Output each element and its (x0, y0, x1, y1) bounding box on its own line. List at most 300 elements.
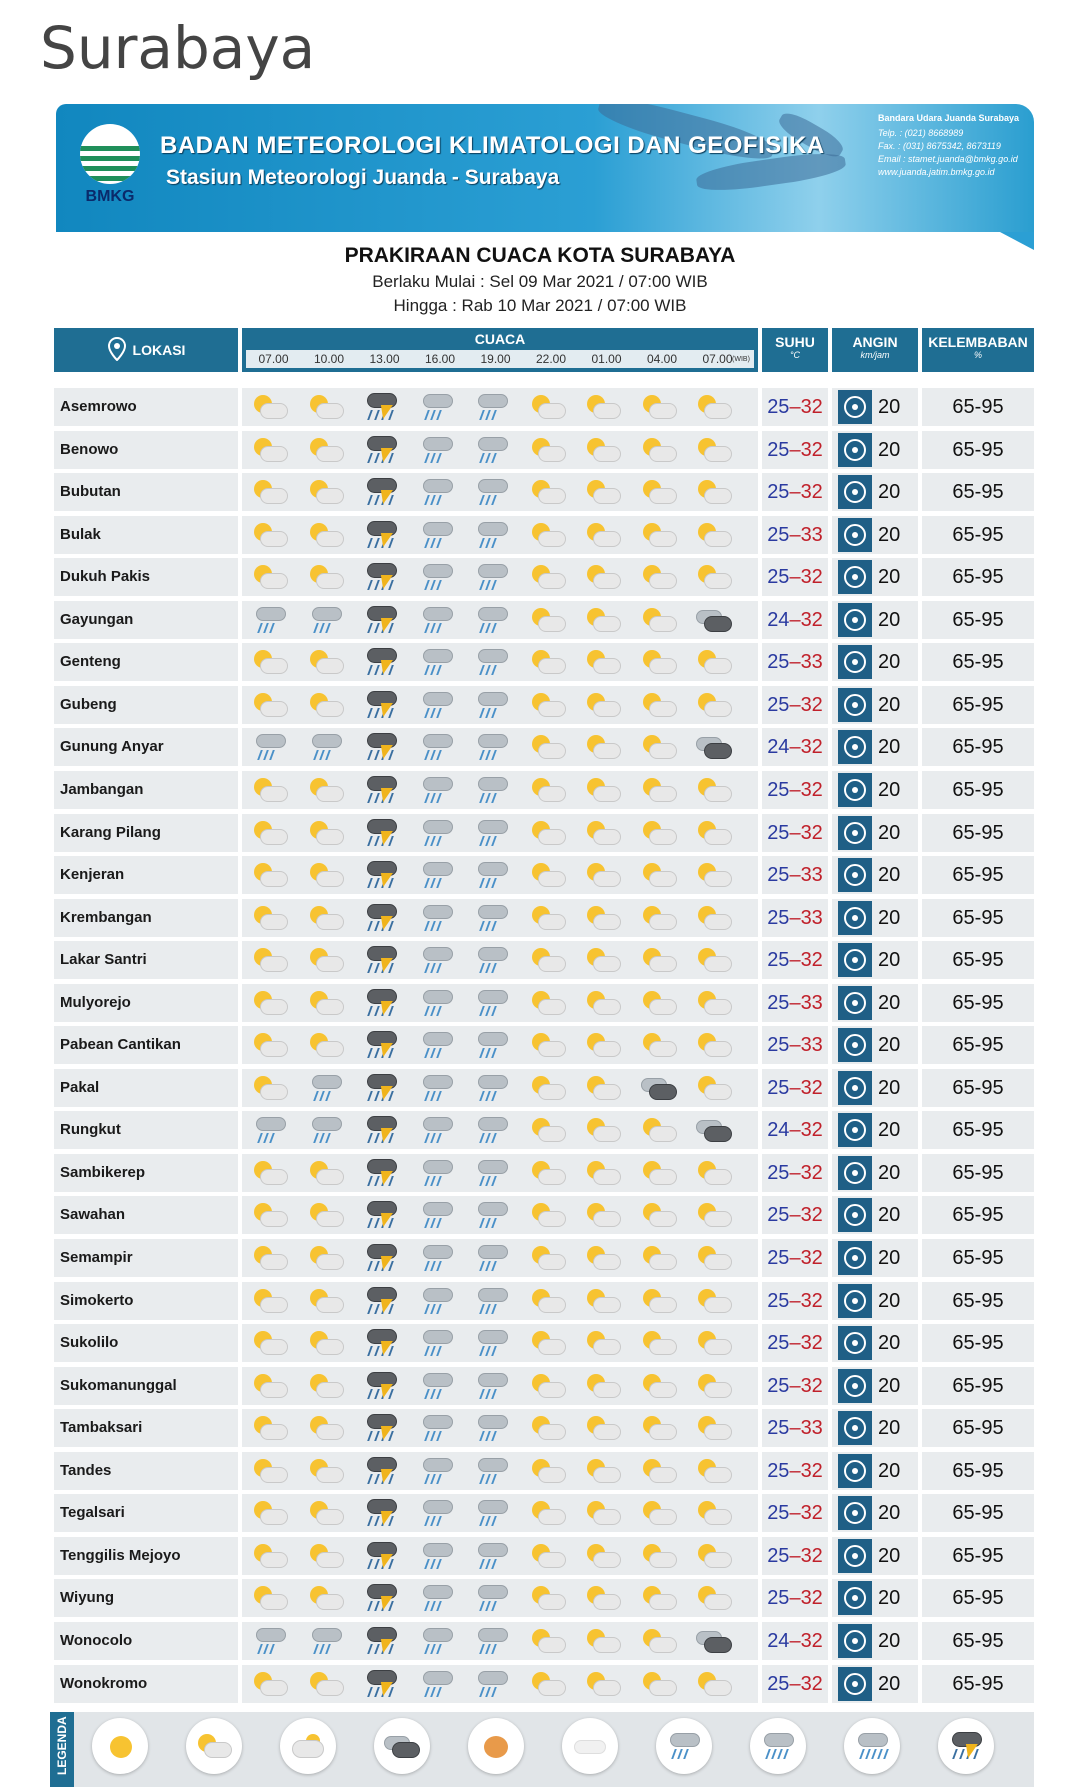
wind-cell (832, 1069, 918, 1107)
light-rain-icon (472, 774, 512, 806)
partly-cloudy-icon (250, 1157, 290, 1189)
temp-separator: – (789, 991, 801, 1014)
wind-cell (832, 771, 918, 809)
partly-cloudy-icon (528, 859, 568, 891)
partly-cloudy-icon (250, 987, 290, 1019)
temp-min: 25 (767, 1544, 790, 1567)
partly-cloudy-icon (583, 561, 623, 593)
wind-direction-icon (838, 1411, 872, 1445)
wind-speed: 20 (878, 1119, 901, 1142)
partly-cloudy-icon (306, 1242, 346, 1274)
partly-cloudy-icon (694, 902, 734, 934)
wind-speed: 20 (878, 1034, 901, 1057)
header-kelembaban (922, 328, 1034, 372)
table-row (54, 601, 1034, 639)
temperature-range (762, 941, 828, 979)
legend-item (750, 1718, 806, 1774)
partly-cloudy-icon (639, 519, 679, 551)
temp-max: 32 (800, 949, 823, 972)
overcast-icon (694, 1625, 734, 1657)
temp-min: 25 (767, 949, 790, 972)
wind-speed: 20 (878, 523, 901, 546)
table-row (54, 856, 1034, 894)
partly-cloudy-icon (306, 689, 346, 721)
location-name: Tandes (54, 1452, 238, 1490)
temp-min: 25 (767, 1672, 790, 1695)
wind-speed: 20 (878, 1459, 901, 1482)
temperature-range (762, 686, 828, 724)
humidity-range: 65-95 (922, 1409, 1034, 1447)
table-row (54, 686, 1034, 724)
temp-min: 25 (767, 566, 790, 589)
wind-speed: 20 (878, 438, 901, 461)
location-name: Pabean Cantikan (54, 1026, 238, 1064)
temp-separator: – (789, 1374, 801, 1397)
location-name: Dukuh Pakis (54, 558, 238, 596)
temp-max: 32 (800, 1289, 823, 1312)
temp-min: 25 (767, 1034, 790, 1057)
partly-cloudy-icon (583, 1455, 623, 1487)
partly-cloudy-icon (528, 1327, 568, 1359)
light-rain-icon (472, 646, 512, 678)
light-rain-icon (417, 1029, 457, 1061)
weather-cells (242, 1665, 758, 1703)
weather-cells (242, 941, 758, 979)
temp-separator: – (789, 1119, 801, 1142)
humidity-range: 65-95 (922, 1367, 1034, 1405)
partly-cloudy-icon (528, 646, 568, 678)
light-rain-icon (417, 689, 457, 721)
partly-cloudy-icon (583, 1412, 623, 1444)
partly-cloudy-icon (306, 1497, 346, 1529)
wind-direction-icon (838, 1071, 872, 1105)
partly-cloudy-icon (583, 519, 623, 551)
light-rain-icon (472, 604, 512, 636)
partly-cloudy-icon (583, 689, 623, 721)
temp-separator: – (789, 1076, 801, 1099)
wind-direction-icon (838, 475, 872, 509)
partly-cloudy-icon (639, 774, 679, 806)
temperature-range (762, 1111, 828, 1149)
partly-cloudy-icon (528, 731, 568, 763)
partly-cloudy-icon (528, 987, 568, 1019)
wind-cell (832, 431, 918, 469)
location-name: Pakal (54, 1069, 238, 1107)
humidity-range: 65-95 (922, 558, 1034, 596)
partly-cloudy-icon (528, 604, 568, 636)
wind-cell (832, 1324, 918, 1362)
wind-speed: 20 (878, 736, 901, 759)
wind-direction-icon (838, 560, 872, 594)
table-row (54, 1069, 1034, 1107)
temp-separator: – (789, 1289, 801, 1312)
header-lokasi-label: LOKASI (132, 342, 186, 358)
light-rain-icon (417, 476, 457, 508)
temp-max: 33 (800, 523, 823, 546)
partly-cloudy-icon (583, 1625, 623, 1657)
wind-speed: 20 (878, 1204, 901, 1227)
legend-item (186, 1718, 242, 1774)
temp-separator: – (789, 693, 801, 716)
header-angin-label: ANGIN (852, 334, 898, 350)
legend-item (562, 1718, 618, 1774)
partly-cloudy-icon (639, 434, 679, 466)
partly-cloudy-icon (306, 1668, 346, 1700)
wind-cell (832, 1622, 918, 1660)
wind-speed: 20 (878, 481, 901, 504)
partly-cloudy-icon (694, 987, 734, 1019)
wind-speed: 20 (878, 566, 901, 589)
light-rain-icon (417, 1114, 457, 1146)
partly-cloudy-icon (528, 944, 568, 976)
thunderstorm-icon (361, 604, 401, 636)
wind-cell (832, 1239, 918, 1277)
partly-cloudy-icon (528, 1029, 568, 1061)
temp-max: 32 (800, 1502, 823, 1525)
thunderstorm-icon (361, 1029, 401, 1061)
forecast-title: PRAKIRAAN CUACA KOTA SURABAYA (344, 244, 736, 267)
weather-cells (242, 1622, 758, 1660)
table-row (54, 941, 1034, 979)
table-row (54, 1111, 1034, 1149)
light-rain-icon (250, 604, 290, 636)
partly-cloudy-icon (583, 859, 623, 891)
temp-min: 25 (767, 906, 790, 929)
weather-cells (242, 856, 758, 894)
bmkg-banner (56, 104, 1034, 232)
thunderstorm-icon (361, 817, 401, 849)
partly-cloudy-icon (306, 1455, 346, 1487)
valid-to: Hingga : Rab 10 Mar 2021 / 07:00 WIB (393, 296, 687, 315)
light-rain-icon (472, 1157, 512, 1189)
contact-title: Bandara Udara Juanda Surabaya (878, 113, 1020, 123)
wind-direction-icon (838, 1581, 872, 1615)
partly-cloudy-icon (583, 1072, 623, 1104)
temp-min: 25 (767, 1247, 790, 1269)
humidity-range: 65-95 (922, 1665, 1034, 1703)
thunderstorm-icon (361, 1540, 401, 1572)
header-cuaca (242, 328, 758, 372)
partly-cloudy-icon (250, 519, 290, 551)
partly-cloudy-icon (694, 859, 734, 891)
temp-min: 25 (767, 1204, 790, 1227)
temperature-range (762, 1069, 828, 1107)
legend-item (280, 1718, 336, 1774)
weather-cells (242, 558, 758, 596)
temp-max: 32 (800, 1544, 823, 1567)
temp-separator: – (789, 438, 801, 461)
location-name: Krembangan (54, 899, 238, 937)
wind-cell (832, 856, 918, 894)
temp-max: 33 (800, 906, 823, 929)
partly-cloudy-icon (528, 391, 568, 423)
logo-text: BMKG (85, 188, 135, 205)
humidity-range: 65-95 (922, 1196, 1034, 1234)
partly-cloudy-icon (583, 476, 623, 508)
partly-cloudy-icon (528, 689, 568, 721)
weather-cells (242, 601, 758, 639)
temp-max: 32 (800, 438, 823, 461)
light-rain-icon (417, 1668, 457, 1700)
temperature-range (762, 1239, 828, 1277)
legend-item (844, 1718, 900, 1774)
temp-separator: – (789, 1459, 801, 1482)
humidity-range: 65-95 (922, 431, 1034, 469)
wind-cell (832, 1665, 918, 1703)
thunderstorm-icon (361, 434, 401, 466)
partly-cloudy-icon (639, 1582, 679, 1614)
light-rain-icon (417, 817, 457, 849)
wind-direction-icon (838, 1667, 872, 1701)
weather-cells (242, 1537, 758, 1575)
light-rain-icon (417, 434, 457, 466)
light-rain-icon (417, 987, 457, 1019)
moderate-rain-icon (758, 1730, 798, 1762)
partly-cloudy-icon (194, 1730, 234, 1762)
partly-cloudy-icon (639, 1114, 679, 1146)
contact-fax: Fax. : (031) 8675342, 8673119 (878, 141, 1001, 151)
partly-cloudy-icon (306, 1285, 346, 1317)
weather-cells (242, 1026, 758, 1064)
wind-cell (832, 1579, 918, 1617)
partly-cloudy-icon (639, 391, 679, 423)
partly-cloudy-icon (528, 1114, 568, 1146)
temp-max: 32 (800, 1332, 823, 1355)
humidity-range: 65-95 (922, 388, 1034, 426)
heavy-rain-icon (852, 1730, 892, 1762)
wind-direction-icon (838, 1454, 872, 1488)
temp-max: 32 (800, 1587, 823, 1610)
light-rain-icon (472, 859, 512, 891)
wind-cell (832, 601, 918, 639)
light-rain-icon (417, 1625, 457, 1657)
location-name: Wonokromo (54, 1665, 238, 1703)
temperature-range (762, 771, 828, 809)
temp-min: 25 (767, 1374, 790, 1397)
overcast-icon (694, 1114, 734, 1146)
valid-from: Berlaku Mulai : Sel 09 Mar 2021 / 07:00 WIB (372, 272, 708, 291)
partly-cloudy-icon (583, 987, 623, 1019)
partly-cloudy-icon (250, 1497, 290, 1529)
thunderstorm-icon (361, 646, 401, 678)
light-rain-icon (472, 1625, 512, 1657)
wind-cell (832, 388, 918, 426)
wind-cell (832, 1154, 918, 1192)
location-name: Genteng (54, 643, 238, 681)
legend-item (468, 1718, 524, 1774)
partly-cloudy-icon (528, 519, 568, 551)
legend-label: LEGENDA (50, 1712, 74, 1787)
temp-max: 32 (800, 1459, 823, 1482)
wind-speed: 20 (878, 693, 901, 716)
overcast-icon (694, 604, 734, 636)
wind-speed: 20 (878, 991, 901, 1014)
temperature-range (762, 558, 828, 596)
partly-cloudy-icon (528, 561, 568, 593)
temp-min: 25 (767, 693, 790, 716)
wind-direction-icon (838, 901, 872, 935)
wind-direction-icon (838, 688, 872, 722)
partly-cloudy-icon (639, 987, 679, 1019)
partly-cloudy-icon (528, 1412, 568, 1444)
table-row (54, 1494, 1034, 1532)
partly-cloudy-icon (639, 902, 679, 934)
partly-cloudy-icon (694, 646, 734, 678)
wind-speed: 20 (878, 821, 901, 844)
partly-cloudy-icon (694, 1285, 734, 1317)
temp-min: 25 (767, 1161, 790, 1184)
partly-cloudy-icon (250, 391, 290, 423)
partly-cloudy-icon (583, 1327, 623, 1359)
wind-cell (832, 1282, 918, 1320)
wind-speed: 20 (878, 906, 901, 929)
wind-direction-icon (838, 816, 872, 850)
thunderstorm-icon (361, 519, 401, 551)
humidity-range: 65-95 (922, 516, 1034, 554)
partly-cloudy-icon (306, 434, 346, 466)
wind-cell (832, 941, 918, 979)
partly-cloudy-icon (639, 1412, 679, 1444)
partly-cloudy-icon (306, 476, 346, 508)
light-rain-icon (472, 1497, 512, 1529)
partly-cloudy-icon (528, 1242, 568, 1274)
light-rain-icon (472, 689, 512, 721)
temp-max: 32 (800, 1247, 823, 1269)
table-row (54, 1409, 1034, 1447)
partly-cloudy-icon (528, 817, 568, 849)
wind-cell (832, 1367, 918, 1405)
partly-cloudy-icon (694, 944, 734, 976)
light-rain-icon (417, 1285, 457, 1317)
partly-cloudy-icon (694, 1072, 734, 1104)
temperature-range (762, 1409, 828, 1447)
temperature-range (762, 643, 828, 681)
location-name: Benowo (54, 431, 238, 469)
thunderstorm-icon (361, 1625, 401, 1657)
weather-cells (242, 771, 758, 809)
weather-cells (242, 643, 758, 681)
wind-direction-icon (838, 603, 872, 637)
partly-cloudy-icon (528, 1497, 568, 1529)
time-slot: 19.00 (480, 352, 511, 366)
temp-min: 25 (767, 1076, 790, 1099)
light-rain-icon (417, 1199, 457, 1231)
wind-cell (832, 1452, 918, 1490)
overcast-icon (639, 1072, 679, 1104)
temp-separator: – (789, 608, 801, 631)
temp-separator: – (789, 736, 801, 759)
location-name: Gubeng (54, 686, 238, 724)
humidity-range: 65-95 (922, 1239, 1034, 1277)
weather-cells (242, 728, 758, 766)
partly-cloudy-icon (583, 902, 623, 934)
partly-cloudy-icon (528, 774, 568, 806)
temp-min: 25 (767, 778, 790, 801)
light-rain-icon (417, 1540, 457, 1572)
table-row (54, 1026, 1034, 1064)
light-rain-icon (472, 1327, 512, 1359)
temp-separator: – (789, 906, 801, 929)
temp-min: 25 (767, 821, 790, 844)
partly-cloudy-icon (639, 944, 679, 976)
partly-cloudy-icon (694, 1668, 734, 1700)
partly-cloudy-icon (250, 1540, 290, 1572)
wind-direction-icon (838, 645, 872, 679)
partly-cloudy-icon (694, 817, 734, 849)
partly-cloudy-icon (639, 1625, 679, 1657)
light-rain-icon (472, 561, 512, 593)
wind-speed: 20 (878, 1374, 901, 1397)
humidity-range: 65-95 (922, 814, 1034, 852)
humidity-range: 65-95 (922, 899, 1034, 937)
weather-cells (242, 1452, 758, 1490)
thunderstorm-icon (361, 1157, 401, 1189)
location-name: Lakar Santri (54, 941, 238, 979)
temp-min: 25 (767, 1502, 790, 1525)
partly-cloudy-icon (528, 1199, 568, 1231)
table-row (54, 728, 1034, 766)
partly-cloudy-icon (306, 902, 346, 934)
partly-cloudy-icon (250, 944, 290, 976)
time-slot: 10.00 (313, 352, 345, 366)
humidity-range: 65-95 (922, 473, 1034, 511)
temperature-range (762, 1196, 828, 1234)
wind-speed: 20 (878, 1629, 901, 1652)
partly-cloudy-icon (694, 1455, 734, 1487)
light-rain-icon (472, 391, 512, 423)
temp-min: 25 (767, 481, 790, 504)
partly-cloudy-icon (583, 391, 623, 423)
humidity-range: 65-95 (922, 1111, 1034, 1149)
wind-cell (832, 1409, 918, 1447)
thunderstorm-icon (361, 1327, 401, 1359)
light-rain-icon (472, 1242, 512, 1274)
partly-cloudy-icon (306, 1582, 346, 1614)
partly-cloudy-icon (694, 391, 734, 423)
humidity-range: 65-95 (922, 1579, 1034, 1617)
partly-cloudy-icon (528, 476, 568, 508)
wind-speed: 20 (878, 778, 901, 801)
temp-separator: – (789, 481, 801, 504)
partly-cloudy-icon (639, 1370, 679, 1402)
partly-cloudy-icon (694, 1327, 734, 1359)
humidity-range: 65-95 (922, 771, 1034, 809)
partly-cloudy-icon (583, 1114, 623, 1146)
wind-cell (832, 643, 918, 681)
partly-cloudy-icon (250, 902, 290, 934)
partly-cloudy-icon (250, 817, 290, 849)
wind-speed: 20 (878, 1289, 901, 1312)
light-rain-icon (417, 561, 457, 593)
partly-cloudy-icon (639, 859, 679, 891)
table-row (54, 1154, 1034, 1192)
partly-cloudy-icon (306, 1540, 346, 1572)
legend-item (656, 1718, 712, 1774)
weather-cells (242, 388, 758, 426)
partly-cloudy-icon (694, 689, 734, 721)
wind-cell (832, 899, 918, 937)
light-rain-icon (472, 987, 512, 1019)
wind-direction-icon (838, 1113, 872, 1147)
partly-cloudy-icon (528, 1582, 568, 1614)
light-rain-icon (472, 1412, 512, 1444)
partly-cloudy-icon (306, 1157, 346, 1189)
partly-cloudy-icon (583, 1199, 623, 1231)
partly-cloudy-icon (528, 902, 568, 934)
wind-cell (832, 1026, 918, 1064)
thunderstorm-icon (361, 1497, 401, 1529)
humidity-range: 65-95 (922, 601, 1034, 639)
